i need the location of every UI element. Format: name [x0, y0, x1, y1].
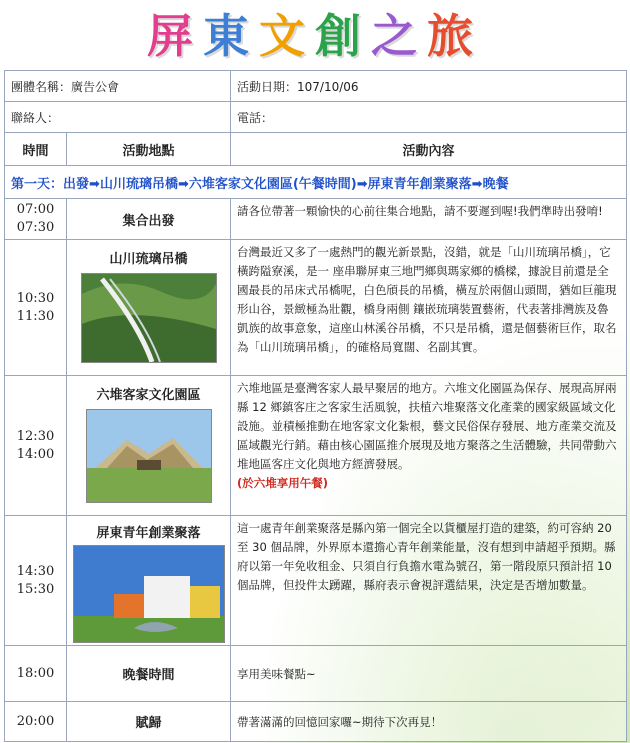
arrow-right-icon: ➡: [177, 176, 189, 192]
date-value: 107/10/06: [297, 79, 359, 94]
contact-label: 聯絡人：: [11, 110, 60, 125]
place-cell: 晚餐時間: [67, 646, 231, 702]
time-start: 14:30: [16, 563, 55, 579]
table-row: [5, 199, 627, 240]
lunch-note: (於六堆享用午餐): [237, 476, 329, 490]
place-cell: [67, 240, 231, 376]
header-content: 活動內容: [231, 133, 627, 166]
title-char: 之: [371, 9, 427, 63]
contact-cell: [5, 102, 231, 133]
title-char: 創: [315, 9, 371, 63]
arrow-right-icon: ➡: [89, 176, 100, 192]
time-cell: [5, 516, 67, 646]
place-cell: 賦歸: [67, 702, 231, 742]
title-char: 文: [259, 9, 315, 63]
content-text: 六堆地區是臺灣客家人最早聚居的地方。六堆文化園區為保存、展現高屏兩縣 12 鄉鎮客庄之客家生活風貌，扶植六堆聚落文化產業的國家級區域文化設施。並積極推動在地客家文化紮根，藝文民俗保存發展、地方產業交流及區域觀光行銷。藉由核心園區推介展現及地方聚落之生活體驗，共同帶動六堆地區客庄文化與地方經濟發展。: [237, 381, 617, 471]
content-cell: 帶著滿滿的回憶回家囉~期待下次再見！: [231, 702, 627, 742]
content-cell: 台灣最近又多了一處熱門的觀光新景點，沒錯，就是「山川琉璃吊橋」，它橫跨隘寮溪，是一 座串聯屏東三地門鄉與瑪家鄉的橋樑，據說目前還是全國最長的吊床式吊橋呢，白色頎長的吊橋，橫亙於兩個山頭間，猶如巨龍現形山谷，景緻極為壯觀，橋身兩側 鑲嵌琉璃裝置藝術，代表著排灣族及魯凱族的故事意象，這座山林溪谷吊橋，不只是吊橋，還是個藝術巨作，取名為「山川琉璃吊橋」，的確格局寬闊、名副其實。: [231, 240, 627, 376]
table-row: [5, 376, 627, 516]
title-char: 東: [203, 9, 259, 63]
info-row-2: [5, 102, 627, 133]
group-value: 廣告公會: [71, 79, 120, 94]
day-label: 第一天：: [11, 176, 64, 192]
place-name: 屏東青年創業聚落: [96, 526, 201, 541]
time-end: 11:30: [16, 308, 55, 324]
time-end: 15:30: [16, 581, 55, 597]
page-title: [0, 4, 630, 68]
info-row-1: [5, 71, 627, 102]
day-stop: 屏東青年創業聚落: [367, 176, 472, 192]
bridge-photo: [81, 273, 217, 363]
youth-hub-photo: [73, 545, 225, 643]
header-place: 活動地點: [67, 133, 231, 166]
time-cell: [5, 376, 67, 516]
time-start: 20:00: [16, 713, 55, 729]
time-start: 12:30: [16, 428, 55, 444]
time-start: 10:30: [16, 290, 55, 306]
place-name: 六堆客家文化園區: [96, 388, 201, 403]
day-stop: 出發: [63, 176, 90, 192]
table-row: [5, 702, 627, 742]
place-name: 山川琉璃吊橋: [109, 252, 188, 267]
time-cell: [5, 199, 67, 240]
time-cell: [5, 240, 67, 376]
date-cell: [231, 71, 627, 102]
content-cell: 這一處青年創業聚落是縣內第一個完全以貨櫃屋打造的建築，約可容納 20 至 30 個品牌，外界原本還擔心青年創業能量，沒有想到申請超乎預期。縣府以第一年免收租金、只須自行負擔水電為號召，第一階段原只預計招 10 個品牌，但投件太踴躍，縣府表示會視評選結果，決定是否增加數量。: [231, 516, 627, 646]
group-cell: [5, 71, 231, 102]
time-start: 07:00: [16, 202, 55, 217]
group-label: 團體名稱：: [11, 79, 72, 94]
phone-label: 電話：: [237, 110, 274, 125]
day-row: [5, 166, 627, 199]
header-row: [5, 133, 627, 166]
arrow-right-icon: ➡: [356, 176, 368, 192]
place-cell: [67, 516, 231, 646]
table-row: [5, 516, 627, 646]
phone-cell: [231, 102, 627, 133]
arrow-right-icon: ➡: [471, 176, 483, 192]
day-stop: 六堆客家文化園區(午餐時間): [188, 176, 357, 192]
day-route: [5, 166, 627, 199]
time-end: 07:30: [16, 220, 55, 235]
time-start: 18:00: [16, 665, 55, 681]
content-cell: [231, 376, 627, 516]
place-cell: [67, 376, 231, 516]
day-stop: 晚餐: [482, 176, 509, 192]
day-stop: 山川琉璃吊橋: [99, 176, 178, 192]
header-time: 時間: [5, 133, 67, 166]
date-label: 活動日期：: [237, 79, 298, 94]
table-row: [5, 240, 627, 376]
time-cell: [5, 702, 67, 742]
time-end: 14:00: [16, 446, 55, 462]
place-cell: 集合出發: [67, 199, 231, 240]
table-row: [5, 646, 627, 702]
itinerary-table: [4, 70, 627, 742]
hakka-park-photo: [86, 409, 212, 503]
content-cell: 請各位帶著一顆愉快的心前往集合地點，請不要遲到喔!我們準時出發唷!: [231, 199, 627, 240]
content-cell: 享用美味餐點~: [231, 646, 627, 702]
title-char: 旅: [427, 9, 483, 63]
time-cell: [5, 646, 67, 702]
title-char: 屏: [147, 9, 203, 63]
